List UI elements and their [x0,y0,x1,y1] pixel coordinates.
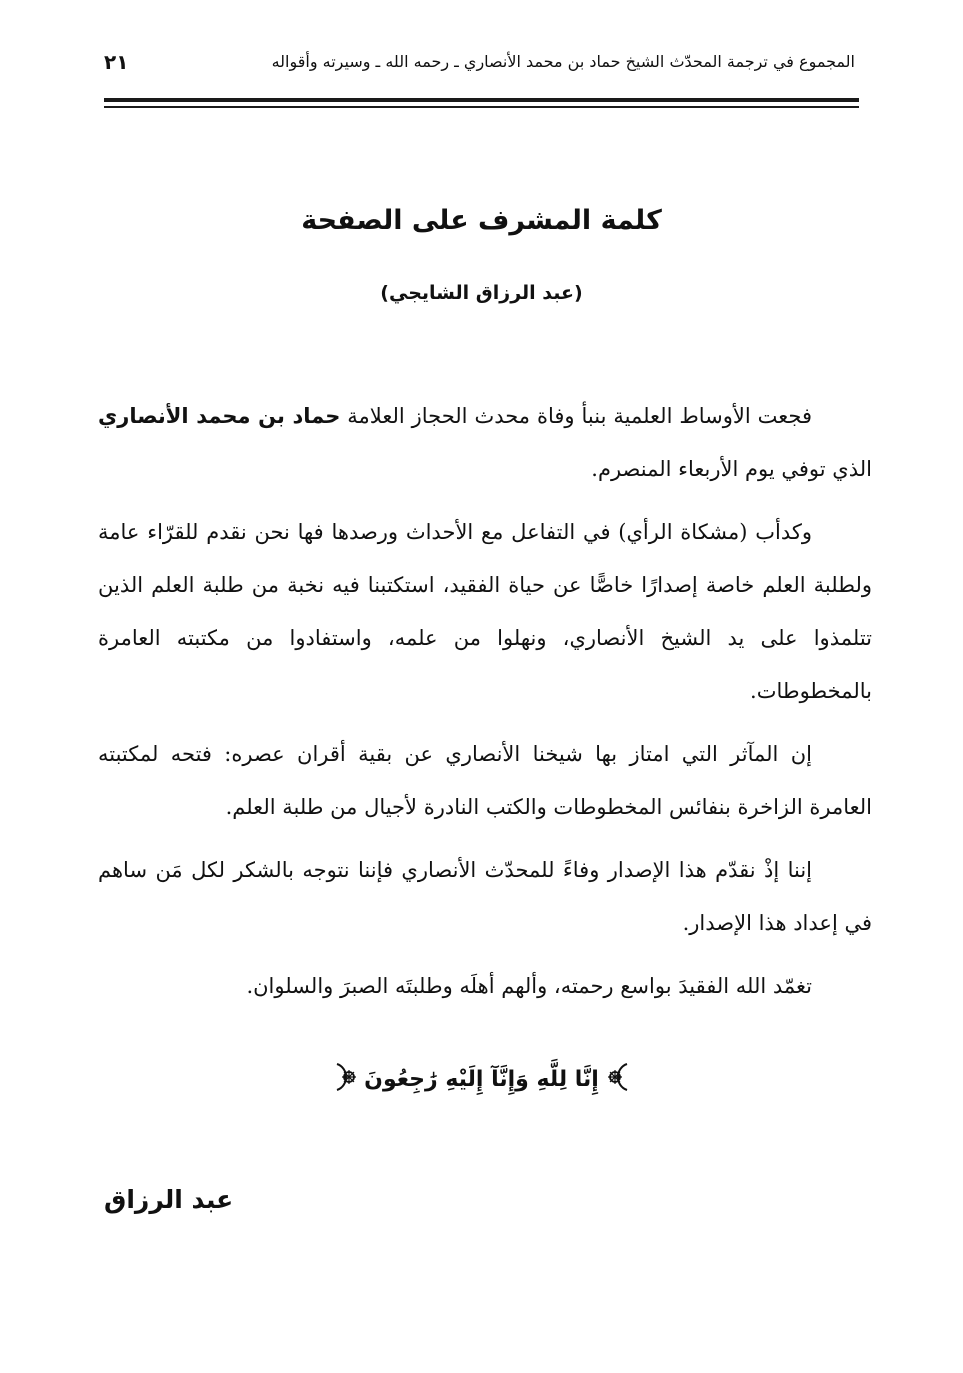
paragraph-1 [98,390,872,496]
paragraph-1-end: الذي توفي يوم الأربعاء المنصرم. [591,457,872,481]
page-number: ٢١ [104,50,129,74]
body-text [98,390,872,1023]
ornament-bracket-icon [331,1062,357,1098]
author-line: (عبد الرزاق الشايجي) [380,282,583,304]
paragraph-1-start: فجعت الأوساط العلمية بنبأ وفاة محدث الحجاز العلامة [340,404,812,428]
paragraph-5: تغمّد الله الفقيدَ بواسع رحمته، وألهم أهلَه وطلبتَه الصبرَ والسلوان. [246,974,812,998]
header-title: المجموع في ترجمة المحدّث الشيخ حماد بن محمد الأنصاري ـ رحمه الله ـ وسيرته وأقواله [271,52,855,71]
paragraph-4: إننا إذْ نقدّم هذا الإصدار وفاءً للمحدّث الأنصاري فإننا نتوجه بالشكر لكل مَن ساهم في إعداد هذا الإصدار. [98,858,872,935]
signature: عبد الرزاق [104,1185,234,1214]
paragraph-3: إن المآثر التي امتاز بها شيخنا الأنصاري عن بقية أقران عصره: فتحه لمكتبته العامرة الزاخرة بنفائس المخطوطات والكتب النادرة لأجيال من طلبة العلم. [98,742,872,819]
running-header [104,52,855,82]
paragraph-2: وكدأب (مشكاة الرأي) في التفاعل مع الأحداث ورصدها فها نحن نقدم للقرّاء عامة ولطلبة العلم خاصة إصدارًا خاصًّا عن حياة الفقيد، استكتبنا فيه نخبة من طلبة العلم الذين تتلمذوا على يد الشيخ الأنصاري، ونهلوا من علمه، واستفادوا من مكتبته العامرة بالمخطوطات. [98,520,872,703]
header-rule-thin [104,106,859,108]
scholar-name: حماد بن محمد الأنصاري [98,404,341,428]
quran-verse-block [0,1062,963,1098]
ornament-bracket-icon [607,1062,633,1098]
header-rule-thick [104,98,859,102]
section-title: كلمة المشرف على الصفحة [301,205,662,236]
quran-verse: إِنَّا لِلَّهِ وَإِنَّآ إِلَيْهِ رَٰجِعُونَ [364,1067,599,1092]
